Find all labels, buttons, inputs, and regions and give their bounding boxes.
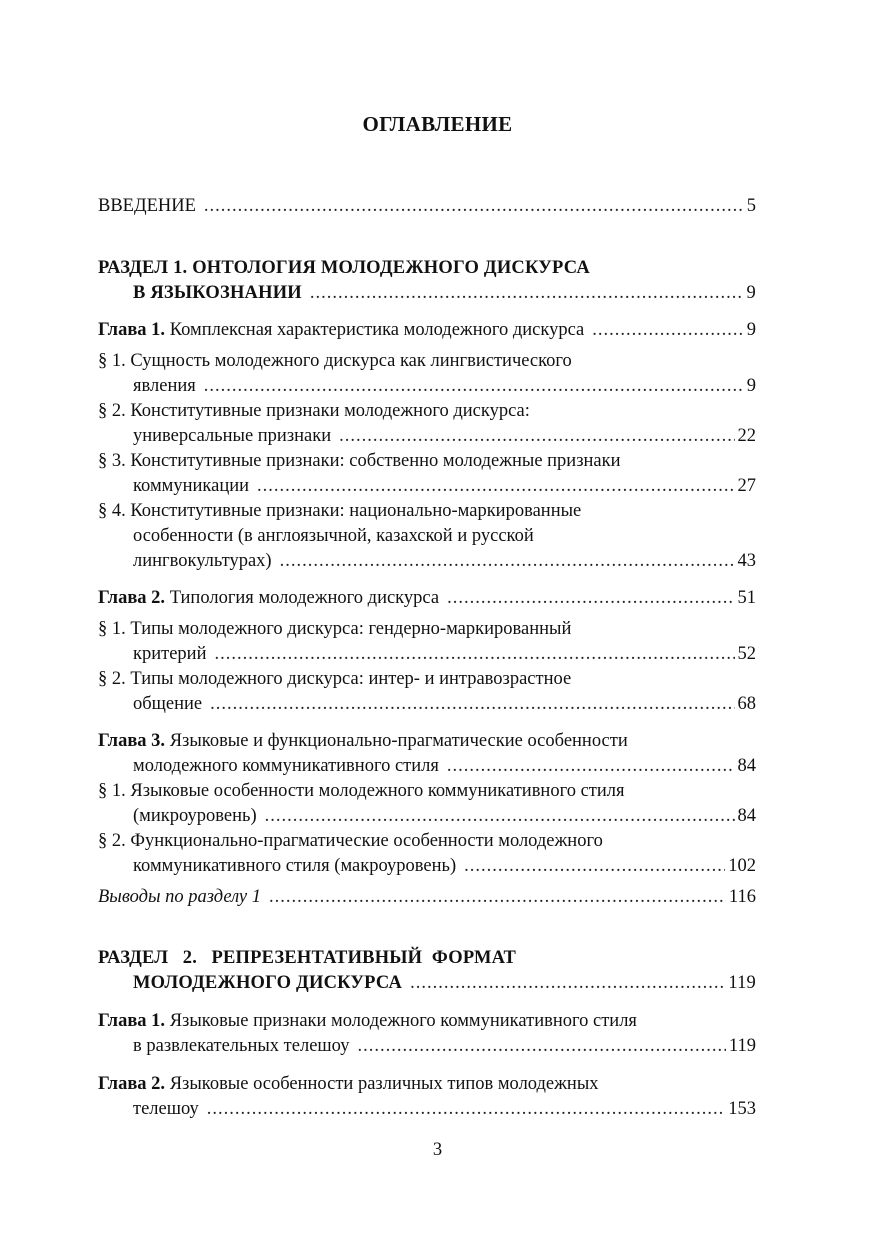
- toc-page-number: 52: [737, 644, 756, 664]
- toc-entry-chapter-3: [98, 729, 628, 753]
- leader-dots: [339, 424, 734, 448]
- toc-entry-chapter-1: [98, 318, 756, 342]
- toc-page-number: 51: [737, 588, 756, 608]
- toc-page-number: 153: [728, 1099, 756, 1119]
- toc-page-number: 116: [728, 887, 756, 907]
- paragraph-1-title-cont: критерий: [133, 644, 207, 664]
- chapter-label: Глава 3.: [98, 731, 166, 751]
- leader-dots: [265, 804, 735, 828]
- toc-page-number: 119: [728, 973, 756, 993]
- toc-entry-paragraph-2: [133, 854, 756, 878]
- toc-entry-paragraph-2: [133, 424, 756, 448]
- paragraph-1-title: § 1. Типы молодежного дискурса: гендерно-маркированный: [98, 619, 572, 639]
- paragraph-2-title: § 2. Типы молодежного дискурса: интер- и интравозрастное: [98, 669, 572, 689]
- toc-page-number: 9: [746, 283, 756, 303]
- leader-dots: [447, 586, 734, 610]
- leader-dots: [310, 281, 744, 305]
- toc-entry-s2-chapter-2-cont: [133, 1097, 756, 1121]
- toc-page-number: 43: [737, 551, 756, 571]
- section-1-heading-cont: В ЯЗЫКОЗНАНИИ: [133, 283, 302, 303]
- toc-entry-section-1: [133, 281, 756, 305]
- chapter-title-cont: в развлекательных телешоу: [133, 1036, 350, 1056]
- toc-page-number: 5: [746, 196, 756, 216]
- toc-entry-section-2: [133, 971, 756, 995]
- chapter-label: Глава 1.: [98, 320, 166, 340]
- leader-dots: [269, 885, 726, 909]
- toc-entry-s2-chapter-1-cont: [133, 1034, 756, 1058]
- leader-dots: [357, 1034, 725, 1058]
- toc-entry-text: ВВЕДЕНИЕ: [98, 196, 196, 216]
- toc-page-number: 102: [728, 856, 756, 876]
- toc-entry-paragraph-4: [133, 549, 756, 573]
- toc-page-number: 27: [737, 476, 756, 496]
- section-1-heading: РАЗДЕЛ 1. ОНТОЛОГИЯ МОЛОДЕЖНОГО ДИСКУРСА: [98, 258, 590, 278]
- chapter-title: Языковые признаки молодежного коммуникативного стиля: [169, 1011, 637, 1031]
- toc-page-number: 9: [746, 320, 756, 340]
- leader-dots: [447, 754, 735, 778]
- paragraph-2-title-cont: общение: [133, 694, 203, 714]
- toc-page-number: 22: [737, 426, 756, 446]
- paragraph-3-title: § 3. Конститутивные признаки: собственно молодежные признаки: [98, 451, 621, 471]
- toc-entry-s2-chapter-2: [98, 1072, 599, 1096]
- leader-dots: [592, 318, 743, 342]
- toc-entry-conclusions: [98, 885, 756, 909]
- page-title: ОГЛАВЛЕНИЕ: [362, 112, 513, 136]
- toc-page-number: 84: [737, 756, 756, 776]
- toc-page-number: 9: [746, 376, 756, 396]
- leader-dots: [210, 692, 734, 716]
- leader-dots: [280, 549, 735, 573]
- paragraph-1-title: § 1. Сущность молодежного дискурса как лингвистического: [98, 351, 572, 371]
- chapter-title: Комплексная характеристика молодежного дискурса: [169, 320, 585, 340]
- toc-page-number: 84: [737, 806, 756, 826]
- leader-dots: [215, 642, 735, 666]
- conclusions-title: Выводы по разделу 1: [98, 887, 261, 907]
- leader-dots: [410, 971, 725, 995]
- paragraph-2-title: § 2. Конститутивные признаки молодежного дискурса:: [98, 401, 530, 421]
- paragraph-1-title: § 1. Языковые особенности молодежного коммуникативного стиля: [98, 781, 625, 801]
- chapter-title-cont: телешоу: [133, 1099, 199, 1119]
- leader-dots: [204, 194, 744, 218]
- leader-dots: [204, 374, 744, 398]
- paragraph-4-title-cont: особенности (в англоязычной, казахской и русской: [133, 526, 534, 546]
- paragraph-4-title: § 4. Конститутивные признаки: национально-маркированные: [98, 501, 582, 521]
- chapter-title: Языковые и функционально-прагматические особенности: [169, 731, 628, 751]
- leader-dots: [257, 474, 734, 498]
- toc-entry-chapter-3-cont: [133, 754, 756, 778]
- toc-entry-paragraph-1: [133, 374, 756, 398]
- paragraph-3-title-cont: коммуникации: [133, 476, 250, 496]
- chapter-title: Языковые особенности различных типов молодежных: [169, 1074, 599, 1094]
- toc-entry-paragraph-1: [133, 804, 756, 828]
- toc-entry-paragraph-3: [133, 474, 756, 498]
- paragraph-2-title: § 2. Функционально-прагматические особенности молодежного: [98, 831, 603, 851]
- chapter-title: Типология молодежного дискурса: [169, 588, 440, 608]
- toc-page-number: 119: [728, 1036, 756, 1056]
- page-number: 3: [432, 1140, 443, 1160]
- toc-page-number: 68: [737, 694, 756, 714]
- chapter-label: Глава 1.: [98, 1011, 166, 1031]
- toc-entry-chapter-2: [98, 586, 756, 610]
- paragraph-1-title-cont: явления: [133, 376, 196, 396]
- toc-entry-paragraph-2: [133, 692, 756, 716]
- toc-entry-paragraph-1: [133, 642, 756, 666]
- chapter-label: Глава 2.: [98, 1074, 166, 1094]
- section-2-heading: РАЗДЕЛ 2. РЕПРЕЗЕНТАТИВНЫЙ ФОРМАТ: [98, 948, 517, 968]
- chapter-title-cont: молодежного коммуникативного стиля: [133, 756, 439, 776]
- leader-dots: [207, 1097, 725, 1121]
- paragraph-1-title-cont: (микроуровень): [133, 806, 257, 826]
- section-2-heading-cont: МОЛОДЕЖНОГО ДИСКУРСА: [133, 973, 403, 993]
- paragraph-2-title-cont: универсальные признаки: [133, 426, 332, 446]
- toc-entry-intro: [98, 194, 756, 218]
- leader-dots: [464, 854, 725, 878]
- paragraph-4-title-end: лингвокультурах): [133, 551, 272, 571]
- toc-entry-s2-chapter-1: [98, 1009, 637, 1033]
- chapter-label: Глава 2.: [98, 588, 166, 608]
- paragraph-2-title-cont: коммуникативного стиля (макроуровень): [133, 856, 457, 876]
